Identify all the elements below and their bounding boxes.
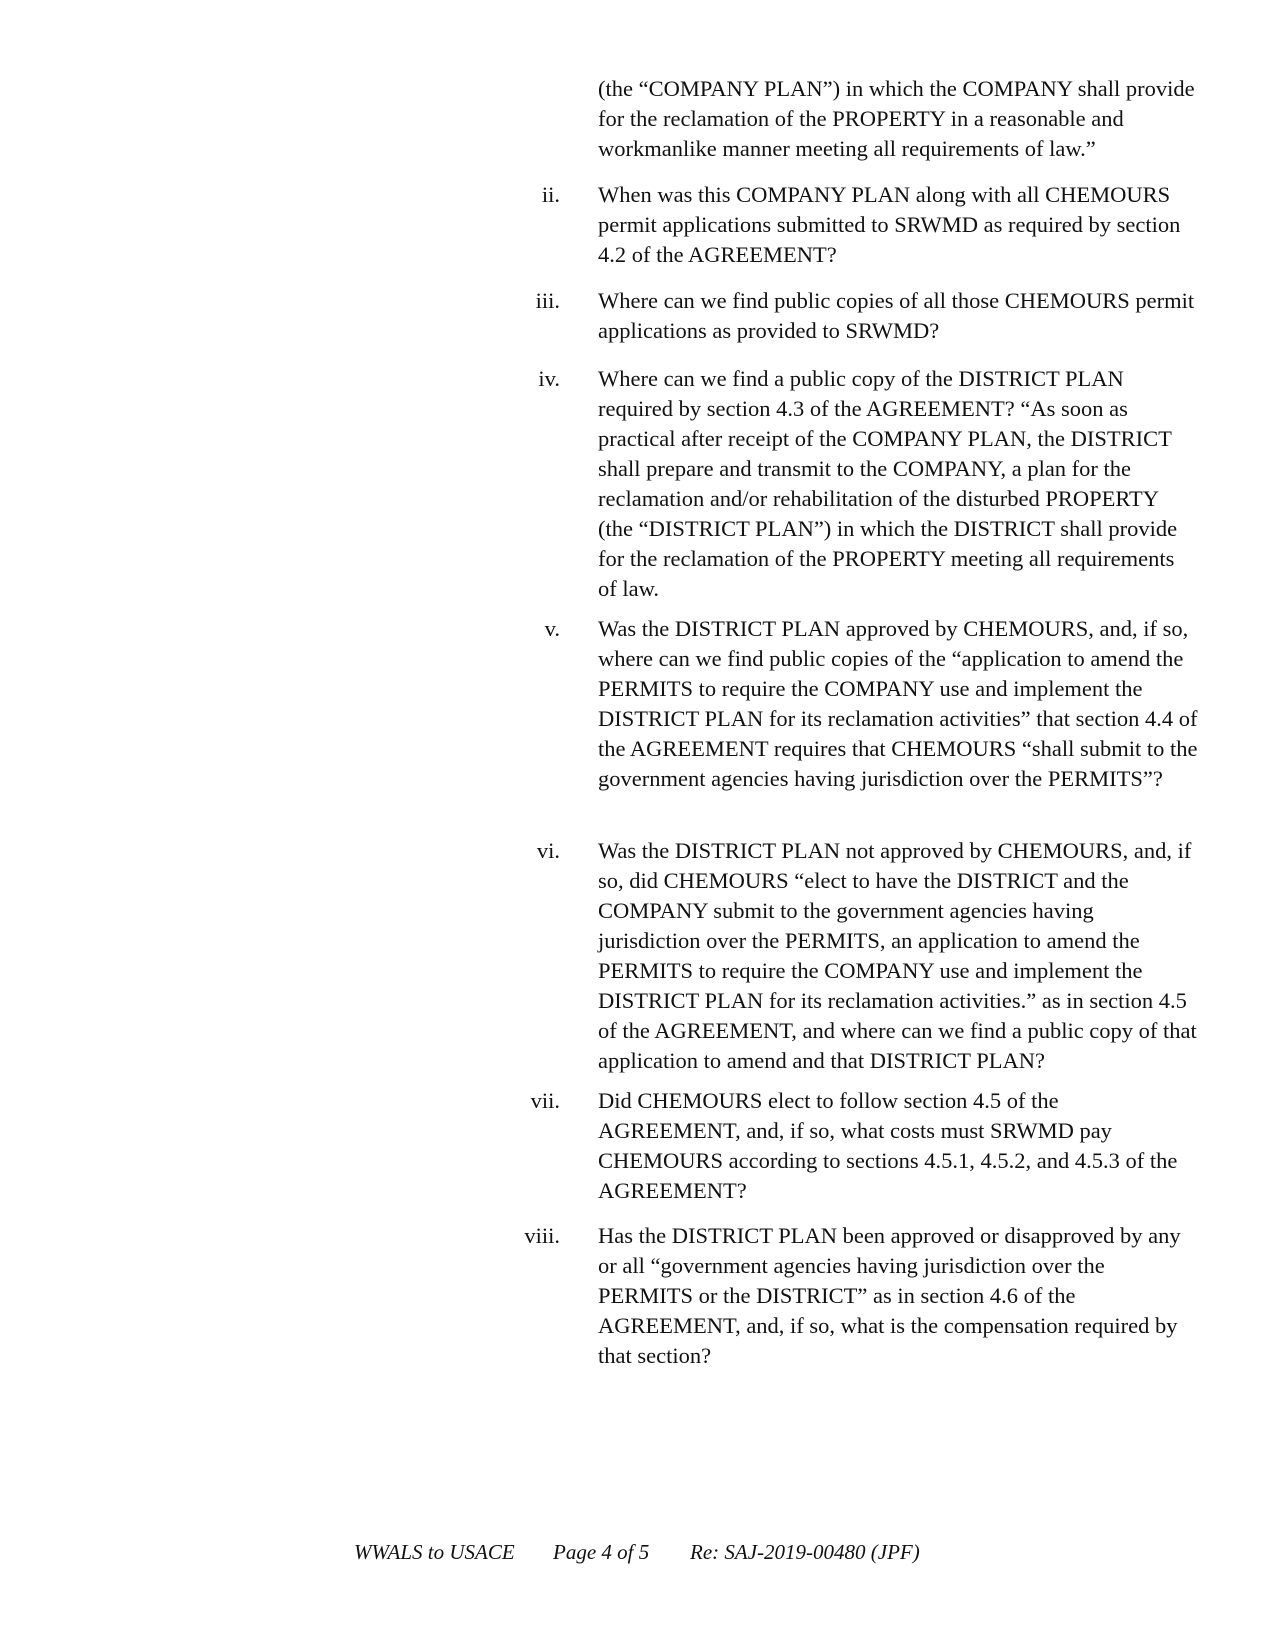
- list-numeral: v.: [544, 616, 560, 641]
- list-numeral: viii.: [524, 1223, 560, 1248]
- list-item-text: Where can we find a public copy of the DISTRICT PLAN required by section 4.3 of the AGREEMENT? “As soon as practical after receipt of the COMPANY PLAN, the DISTRICT shall prepare and transmit to the COMPANY, a plan for the reclamation and/or rehabilitation of the disturbed PROPERTY (the “DISTRICT PLAN”) in which the DISTRICT shall provide for the reclamation of the PROPERTY meeting all requirements of law.: [598, 366, 1178, 601]
- footer-sender: WWALS to USACE: [354, 1540, 515, 1564]
- list-item-text: Where can we find public copies of all those CHEMOURS permit applications as provided to SRWMD?: [598, 288, 1195, 343]
- list-item-text: Did CHEMOURS elect to follow section 4.5 of the AGREEMENT, and, if so, what costs must SRWMD pay CHEMOURS according to sections 4.5.1, 4.5.2, and 4.5.3 of the AGREEMENT?: [598, 1088, 1178, 1203]
- list-numeral: iv.: [538, 366, 560, 391]
- list-item-text: When was this COMPANY PLAN along with all CHEMOURS permit applications submitted to SRWMD as required by section 4.2 of the AGREEMENT?: [598, 182, 1181, 267]
- continuation-paragraph: (the “COMPANY PLAN”) in which the COMPANY shall provide for the reclamation of the PROPERTY in a reasonable and workmanlike manner meeting all requirements of law.”: [598, 76, 1195, 161]
- footer-page-number: Page 4 of 5: [553, 1540, 650, 1564]
- list-item-text: Was the DISTRICT PLAN not approved by CHEMOURS, and, if so, did CHEMOURS “elect to have the DISTRICT and the COMPANY submit to the government agencies having jurisdiction over the PERMITS, an application to amend the PERMITS to require the COMPANY use and implement the DISTRICT PLAN for its reclamation activities.” as in section 4.5 of the AGREEMENT, and where can we find a public copy of that application to amend and that DISTRICT PLAN?: [598, 838, 1197, 1073]
- list-numeral: vi.: [536, 838, 560, 863]
- list-numeral: vii.: [530, 1088, 560, 1113]
- list-item-text: Was the DISTRICT PLAN approved by CHEMOURS, and, if so, where can we find public copies of the “application to amend the PERMITS to require the COMPANY use and implement the DISTRICT PLAN for its reclamation activities” that section 4.4 of the AGREEMENT requires that CHEMOURS “shall submit to the government agencies having jurisdiction over the PERMITS”?: [598, 616, 1198, 791]
- list-numeral: iii.: [535, 288, 560, 313]
- list-item-text: Has the DISTRICT PLAN been approved or disapproved by any or all “government agencies having jurisdiction over the PERMITS or the DISTRICT” as in section 4.6 of the AGREEMENT, and, if so, what is the compensation required by that section?: [598, 1223, 1181, 1368]
- list-numeral: ii.: [541, 182, 560, 207]
- footer-reference: Re: SAJ-2019-00480 (JPF): [690, 1540, 920, 1564]
